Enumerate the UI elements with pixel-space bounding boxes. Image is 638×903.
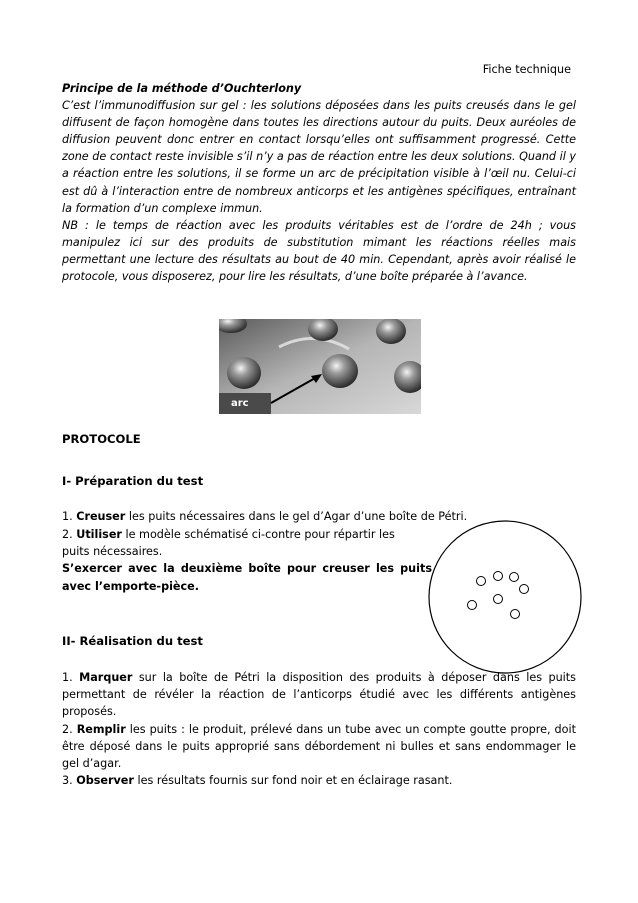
intro-paragraph-2: NB : le temps de réaction avec les produits véritables est de l’ordre de 24h ; vous manipulez ici sur des produits de substitution mimant les réactions réelles mais permettant une lecture des résultats au bout de 40 min. Cependant, après avoir réalisé le protocole, vous disposerez, pour lire les résultats, d’une boîte préparée à l’avance. — [62, 218, 576, 284]
exercise-instruction: S’exercer avec la deuxième boîte pour creuser les puits avec l’emporte-pièce. — [62, 562, 432, 593]
intro-title: Principe de la méthode d’Ouchterlony — [62, 82, 302, 95]
precipitation-arc-photo — [219, 319, 421, 414]
well-circle — [510, 573, 519, 582]
step-text: les résultats fournis sur fond noir et en éclairage rasant. — [133, 774, 453, 788]
intro-section — [62, 80, 576, 285]
section-1-step-2 — [62, 526, 432, 595]
step-2-line-1 — [62, 526, 432, 543]
well-circle — [494, 572, 503, 581]
well-circle — [468, 601, 477, 610]
protocole-title: PROTOCOLE — [62, 432, 141, 446]
step-verb: Remplir — [76, 722, 126, 736]
well-circle — [520, 585, 529, 594]
step-number: 3. — [62, 774, 77, 788]
section-2-step-2 — [62, 721, 576, 773]
step-text: les puits : le produit, prélevé dans un tube avec un compte goutte propre, doit être déposé dans le puits approprié sans débordement ni bulles et sans endommager le gel d’agar. — [62, 722, 577, 771]
well-circle — [477, 577, 486, 586]
section-2-title: II- Réalisation du test — [62, 634, 203, 648]
arc-label: arc — [231, 398, 249, 409]
step-verb: Utiliser — [76, 528, 122, 541]
step-number: 1. — [62, 671, 80, 684]
well-circle — [511, 610, 520, 619]
intro-paragraph-1: C’est l’immunodiffusion sur gel : les solutions déposées dans les puits creusés dans le gel diffusent de façon homogène dans toutes les directions autour du puits. Deux auréoles de diffusion peuvent donc entrer en contact lorsqu’elles ont suffisamment progressé. Cette zone de contact reste invisible s’il n’y a pas de réaction entre les deux solutions. Quand il y a réaction entre les solutions, il se forme un arc de précipitation visible à l’œil nu. Celui-ci est dû à l’interaction entre de nombreux anticorps et les antigènes spécifiques, entraînant la formation d’un complexe immun. — [62, 99, 576, 215]
petri-dish-diagram — [427, 519, 583, 675]
step-text: les puits nécessaires dans le gel d’Agar d’une boîte de Pétri. — [125, 510, 468, 523]
gel-photo-drawing — [219, 319, 421, 414]
well-circle — [494, 595, 503, 604]
section-1-title: I- Préparation du test — [62, 474, 204, 488]
step-verb: Marquer — [79, 671, 133, 684]
step-number: 2. — [62, 528, 77, 541]
step-text: sur la boîte de Pétri la disposition des produits à déposer dans les puits permettant de révéler la réaction de l’anticorps étudié avec les différents antigènes proposés. — [62, 671, 576, 719]
step-verb: Observer — [76, 774, 134, 788]
section-2-steps — [62, 669, 576, 789]
step-text: le modèle schématisé ci-contre pour répartir les — [121, 528, 395, 541]
section-2-step-1 — [62, 669, 576, 721]
step-number: 1. — [62, 510, 77, 523]
document-type-label: Fiche technique — [482, 63, 571, 76]
petri-dish-outline — [429, 521, 581, 673]
step-number: 2. — [62, 722, 77, 736]
step-verb: Creuser — [76, 510, 126, 523]
section-2-step-3 — [62, 772, 576, 789]
step-2-line-2: puits nécessaires. — [62, 545, 163, 559]
